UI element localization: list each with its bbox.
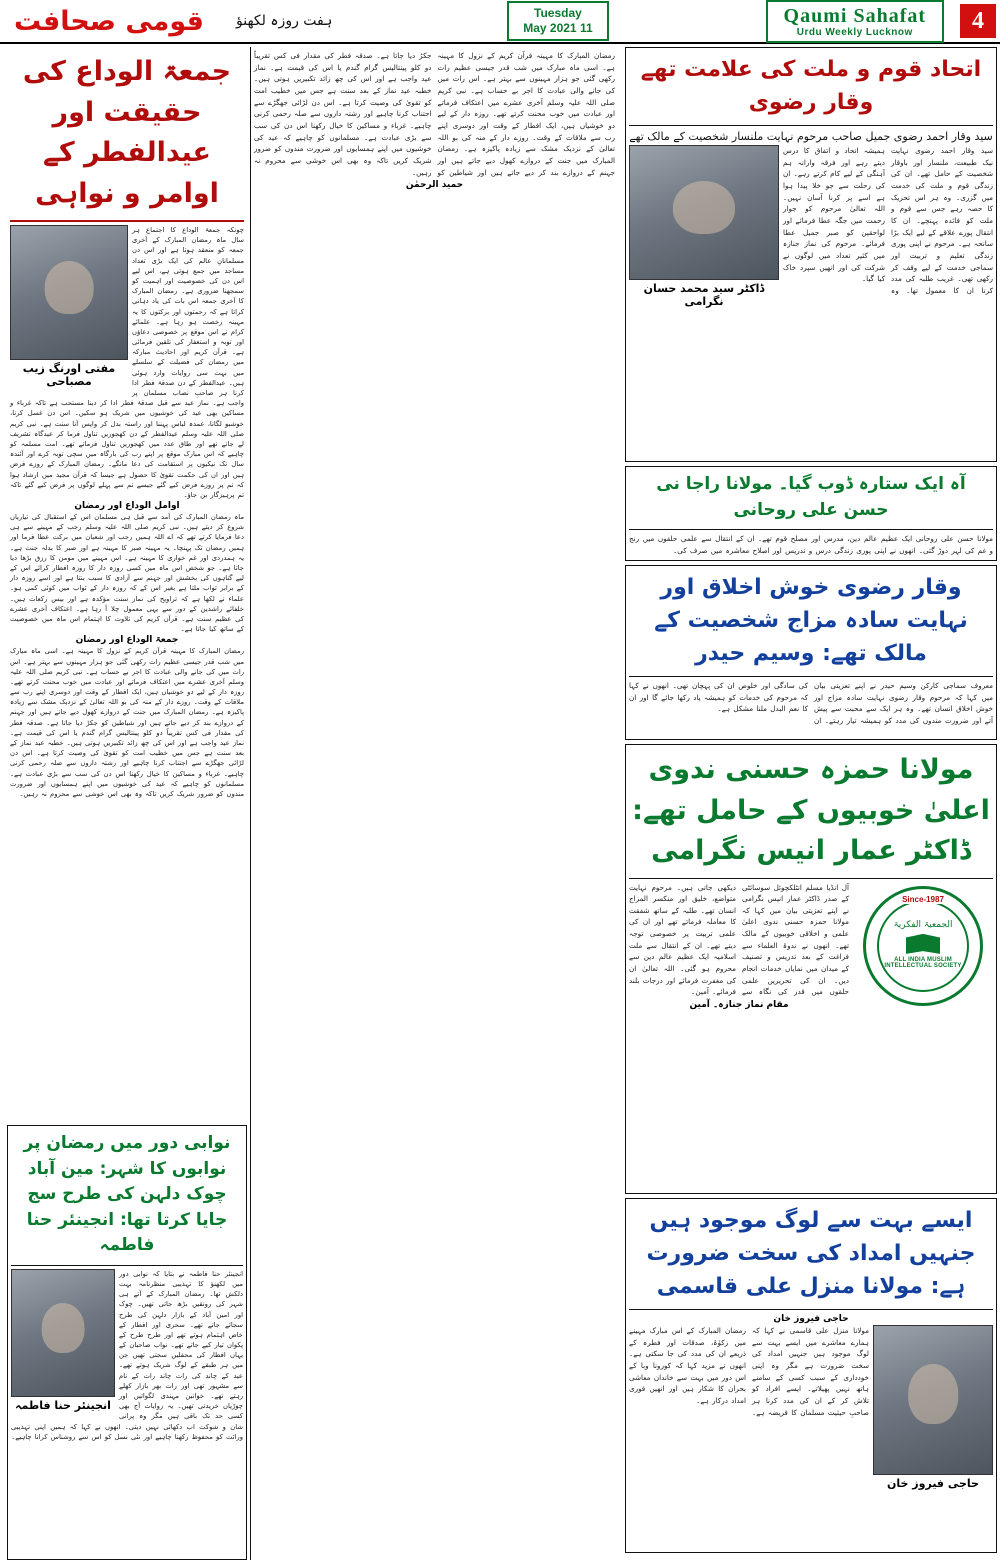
- article-manzil-ali-qasmi: [625, 1198, 997, 1553]
- photo-caption: حاجی فیروز خان: [887, 1477, 979, 1490]
- article-jumatul-wida: [7, 47, 247, 1121]
- masthead-date-full: 11 May 2021: [523, 21, 593, 35]
- masthead-title-urdu: قومی صحافت: [14, 5, 204, 37]
- masthead-date: [507, 1, 608, 41]
- article-body: آل انڈیا مسلم انٹلکچوئل سوسائٹی کے صدر ڈاکٹر عمار انیس نگرامی نے اپنے تعزیتی بیان میں کہا کہ مولانا حمزہ حسنی ندوی اعلیٰ علمی و اخلاقی خوبیوں کے مالک تھے۔ انھوں نے ندوۃ العلماء سے فراغت کے بعد تدریس و تصنیف کے میدان میں نمایاں خدمات انجام دیں۔ ان کی تحریریں علمی حلقوں میں قدر کی نگاہ سے دیکھی جاتی ہیں۔ مرحوم نہایت متواضع، خلیق اور منکسر المزاج انسان تھے۔ طلبہ کے ساتھ شفقت کا معاملہ فرماتے تھے اور ان کی علمی تربیت پر خصوصی توجہ دیتے تھے۔ ان کے انتقال سے ملت اسلامیہ ایک عظیم عالم دین سے محروم ہو گئی۔ اللہ تعالیٰ ان کی مغفرت فرمائے اور درجات بلند فرمائے۔ آمین۔: [629, 882, 849, 997]
- seal-org-name: ALL INDIA MUSLIM INTELLECTUAL SOCIETY: [884, 956, 962, 970]
- portrait-photo: [10, 225, 128, 360]
- lead-body-2: ماہ رمضان المبارک کی آمد سے قبل ہی مسلمان اس کے استقبال کی تیاریاں شروع کر دیتے ہیں۔ نبی کریم صلی اللہ علیہ وسلم رجب کے مہینے سے ہی دعا فرمایا کرتے تھے کہ اے اللہ ہمیں رجب اور شعبان میں برکت عطا فرما اور ہمیں رمضان تک پہنچا۔ یہ مہینہ صبر کا مہینہ ہے اور صبر کا بدلہ جنت ہے۔ یہ ہمدردی اور غم خواری کا مہینہ ہے۔ اس مہینے میں مومن کا رزق بڑھا دیا جاتا ہے۔ جو شخص اس ماہ میں کسی روزہ دار کا روزہ افطار کرائے اس کے لیے گناہوں کی بخشش اور جہنم سے آزادی کا سبب بنتا ہے اور اسے روزہ دار کے برابر ثواب ملتا ہے بغیر اس کے کہ روزہ دار کے ثواب میں کوئی کمی ہو۔ علماء نے لکھا ہے کہ تراویح کی نماز سنت مؤکدہ ہے اور بیس رکعات ہیں۔ خلفائے راشدین کے دور سے یہی معمول چلا آ رہا ہے۔ اعتکاف آخری عشرے کی عظیم سنت ہے۔ قرآن کریم کی تلاوت کا اہتمام اس ماہ میں خصوصیت کے ساتھ کیا جاتا ہے۔: [10, 513, 244, 634]
- article-body: معروف سماجی کارکن وسیم حیدر نے اپنے تعزیتی بیان میں کہا کہ مرحوم وقار رضوی نہایت سادہ مزاج اور خوش اخلاق انسان تھے۔ وہ ہر ایک سے محبت سے پیش آتے اور ضرورت مندوں کی مدد کو ہمیشہ تیار رہتے۔ ان کی سادگی اور خلوص ان کی پہچان تھی۔ انھوں نے کہا کہ مرحوم کی خدمات کو ہمیشہ یاد رکھا جائے گا اور ان کا نعم البدل ملنا مشکل ہے۔: [629, 681, 993, 725]
- lead-continuation-body: رمضان المبارک کا مہینہ قرآن کریم کے نزول کا مہینہ ہے۔ اسی ماہ مبارک میں شب قدر جیسی عظیم رات رکھی گئی جو ہزار مہینوں سے بہتر ہے۔ اس رات میں کی جانے والی عبادت کا اجر بے حساب ہے۔ نبی کریم صلی اللہ علیہ وسلم آخری عشرے میں اعتکاف فرماتے اور عبادت میں خوب محنت کرتے تھے۔ روزہ دار کے لیے دو خوشیاں ہیں، ایک افطار کے وقت اور دوسری اپنے رب سے ملاقات کے وقت۔ روزے دار کے منہ کی بو اللہ تعالیٰ کے نزدیک مشک سے زیادہ پاکیزہ ہے۔ رمضان المبارک میں جنت کے دروازے کھول دیے جاتے ہیں اور جہنم کے دروازے بند کر دیے جاتے ہیں اور شیاطین کو جکڑ دیا جاتا ہے۔ صدقہ فطر کی مقدار فی کس تقریباً دو کلو پینتالیس گرام گندم یا اس کی قیمت ہے۔ نماز عید واجب ہے اور اس کی چھ زائد تکبیریں ہوتی ہیں۔ خطبہ عید نماز کے بعد سنت ہے جس میں خطیب امت کو تقویٰ کی وصیت کرتا ہے۔ اس دن لڑائی جھگڑے سے اجتناب کرنا چاہیے اور رشتہ داروں سے صلہ رحمی کرنی چاہیے۔ غرباء و مساکین کا خیال رکھنا اس دن کی سب سے بڑی عبادت ہے۔ مسلمانوں کو چاہیے کہ عید کی خوشیوں میں اپنے ہمسایوں اور ضرورت مندوں کو ضرور شریک کریں تاکہ وہ بھی اس خوشی سے محروم نہ رہیں۔: [254, 51, 615, 177]
- lead-subhead-1: اوامل الوداع اور رمضان: [74, 501, 180, 512]
- article-waseem-haider: [625, 565, 997, 740]
- organization-seal-block: [853, 882, 993, 1010]
- lead-body-3: رمضان المبارک کا مہینہ قرآن کریم کے نزول کا مہینہ ہے۔ اسی ماہ مبارک میں شب قدر جیسی عظیم رات رکھی گئی جو ہزار مہینوں سے بہتر ہے۔ اس رات میں کی جانے والی عبادت کا اجر بے حساب ہے۔ نبی کریم صلی اللہ علیہ وسلم آخری عشرے میں اعتکاف فرماتے اور عبادت میں خوب محنت کرتے تھے۔ روزہ دار کے لیے دو خوشیاں ہیں، ایک افطار کے وقت اور دوسری اپنے رب سے ملاقات کے وقت۔ روزے دار کے منہ کی بو اللہ تعالیٰ کے نزدیک مشک سے زیادہ پاکیزہ ہے۔ رمضان المبارک میں جنت کے دروازے کھول دیے جاتے ہیں اور جہنم کے دروازے بند کر دیے جاتے ہیں اور شیاطین کو جکڑ دیا جاتا ہے۔ صدقہ فطر کی مقدار فی کس تقریباً دو کلو پینتالیس گرام گندم یا اس کی قیمت ہے۔ نماز عید واجب ہے اور اس کی چھ زائد تکبیریں ہوتی ہیں۔ خطبہ عید نماز کے بعد سنت ہے جس میں خطیب امت کو تقویٰ کی وصیت کرتا ہے۔ اس دن لڑائی جھگڑے سے اجتناب کرنا چاہیے اور رشتہ داروں سے صلہ رحمی کرنی چاہیے۔ غرباء و مساکین کا خیال رکھنا اس دن کی سب سے بڑی عبادت ہے۔ مسلمانوں کو چاہیے کہ عید کی خوشیوں میں اپنے ہمسایوں اور ضرورت مندوں کو ضرور شریک کریں تاکہ وہ بھی اس خوشی سے محروم نہ رہیں۔: [10, 647, 244, 798]
- page-body: [0, 44, 1000, 1563]
- portrait-photo: [629, 145, 779, 280]
- masthead-logo-sub: Urdu Weekly Lucknow: [796, 26, 913, 38]
- article-body: سید وقار احمد رضوی نہایت نیک طبیعت، ملنسار اور باوقار شخصیت کے حامل تھے۔ ان کی زندگی قوم و ملت کی خدمت میں گزری۔ وہ ہر اس تحریک کا حصہ رہے جس سے قوم و ملت کو فائدہ پہنچے۔ ان کا انتقال پورے علاقے کے لیے ایک بڑا سانحہ ہے۔ مرحوم نے اپنی پوری زندگی تعلیم و تربیت اور سماجی خدمت کے لیے وقف کر رکھی تھی۔ غریب طلبہ کی مدد کرنا ان کا معمول تھا۔ وہ ہمیشہ اتحاد و اتفاق کا درس دیتے رہے اور فرقہ وارانہ ہم آہنگی کے لیے کام کرتے رہے۔ ان کی رحلت سے جو خلا پیدا ہوا ہے اسے پر کرنا آسان نہیں۔ اللہ تعالیٰ مرحوم کو جوار رحمت میں جگہ عطا فرمائے اور لواحقین کو صبر جمیل عطا فرمائے۔ مرحوم کی نماز جنازہ میں کثیر تعداد میں لوگوں نے شرکت کی اور انھیں سپرد خاک کیا گیا۔: [783, 146, 993, 295]
- article-photo-block: [11, 1269, 115, 1412]
- article-hasan-ali-rohani: [625, 466, 997, 561]
- masthead-date-day: Tuesday: [534, 6, 582, 20]
- page-number: 4: [960, 4, 996, 38]
- article-headline: وقار رضوی خوش اخلاق اور نہایت سادہ مزاج شخصیت کے مالک تھے: وسیم حیدر: [654, 575, 968, 666]
- portrait-photo: [873, 1325, 993, 1475]
- article-body: انجینئر حنا فاطمہ نے بتایا کہ نوابی دور میں لکھنؤ کا تہذیبی منظرنامہ بہت دلکش تھا۔ رمضان المبارک کے آتے ہی شہر کی رونقیں بڑھ جاتی تھیں۔ چوک اور امین آباد کے بازار دلہن کی طرح سجائے جاتے تھے۔ سحری اور افطار کے خاص اہتمام ہوتے تھے اور طرح طرح کے پکوان تیار کیے جاتے تھے۔ نواب صاحبان کے یہاں افطار کی محفلیں سجتی تھیں جن میں ہر طبقے کے لوگ شریک ہوتے تھے۔ عید کے چاند کی رات چاند رات کے نام سے مشہور تھی اور رات بھر بازار کھلے رہتے تھے۔ خواتین مہندی لگواتیں اور چوڑیاں خریدتی تھیں۔ یہ روایات آج بھی کسی حد تک باقی ہیں مگر وہ پرانی شان و شوکت اب دکھائی نہیں دیتی۔ انھوں نے کہا کہ ہمیں اپنی تہذیبی وراثت کو محفوظ رکھنا چاہیے اور نئی نسل کو اس سے روشناس کرانا چاہیے۔: [11, 1269, 243, 1441]
- lead-body: چونکہ جمعۃ الوداع کا اجتماع ہر سال ماہ رمضان المبارک کے آخری جمعہ کو منعقد ہوتا ہے اور اس دن مسلمانانِ عالم کی ایک بڑی تعداد مساجد میں جمع ہوتی ہے، اس لیے اس دن کی خصوصیت اور اہمیت کو سمجھنا ضروری ہے۔ رمضان المبارک کا آخری جمعہ اس بات کی یاد دہانی کراتا ہے کہ رحمتوں اور برکتوں کا یہ مہینہ رخصت ہو رہا ہے۔ علمائے کرام نے اس موقع پر خصوصی دعاؤں اور توبہ و استغفار کی تلقین فرمائی ہے۔ قرآن کریم اور احادیث مبارکہ میں رمضان کی فضیلت کے سلسلے میں بہت سی روایات وارد ہوئی ہیں۔ عیدالفطر کے دن صدقۂ فطر ادا کرنا ہر صاحبِ نصاب مسلمان پر واجب ہے۔ نماز عید سے قبل صدقۂ فطر ادا کر دینا مستحب ہے تاکہ غرباء و مساکین بھی عید کی خوشیوں میں شریک ہو سکیں۔ اس دن غسل کرنا، خوشبو لگانا، عمدہ لباس پہننا اور راستہ بدل کر واپس آنا سنت ہے۔ نبی کریم صلی اللہ علیہ وسلم عیدالفطر کے دن کھجوریں تناول فرما کر عیدگاہ تشریف لے جاتے تھے اور طاق عدد میں کھجوریں تناول فرماتے تھے۔ امت مسلمہ کو چاہیے کہ اس مبارک موقع پر اپنے رب کی بارگاہ میں سچی توبہ کرے اور آئندہ سال تک نیکیوں پر استقامت کی دعا مانگے۔ رمضان المبارک کے روزے فرض ہیں اور ان کی حکمت تقویٰ کا حصول ہے جیسا کہ قرآن مجید میں ارشاد ہوا کہ تم پر روزے فرض کیے گئے جیسے تم سے پہلے لوگوں پر فرض کیے گئے تاکہ تم پرہیزگار بن جاؤ۔: [10, 226, 244, 499]
- article-signature: مقام نماز جنازہ۔ آمین: [689, 1000, 789, 1011]
- column-left: [7, 47, 247, 1560]
- photo-caption: ڈاکٹر سید محمد حسان نگرامی: [643, 282, 765, 308]
- seal-inner: [877, 900, 969, 992]
- article-headline: مولانا حمزہ حسنی ندوی اعلیٰ خوبیوں کے حامل تھے: ڈاکٹر عمار انیس نگرامی: [632, 754, 990, 866]
- article-headline: اتحاد قوم و ملت کی علامت تھے وقار رضوی: [640, 57, 982, 115]
- masthead-logo: [766, 0, 944, 43]
- masthead-subtitle-urdu: ہفت روزہ لکھنؤ: [236, 13, 333, 29]
- article-lead-continuation: [251, 47, 618, 1559]
- article-byline: سید وقار احمد رضوی جمیل صاحب مرحوم نہایت ملنسار شخصیت کے مالک تھے: [629, 130, 993, 143]
- author-name: مفتی اورنگ زیب مصباحی: [22, 362, 116, 388]
- article-nawabi-ramzan: [7, 1125, 247, 1560]
- article-signature: حمید الرحمٰن: [405, 180, 464, 191]
- article-body: مولانا منزل علی قاسمی نے کہا کہ ہمارے معاشرے میں ایسے بہت سے لوگ موجود ہیں جنہیں امداد کی سخت ضرورت ہے مگر وہ اپنی خودداری کے سبب کسی کے سامنے ہاتھ نہیں پھیلاتے۔ ایسے افراد کو تلاش کر کے ان کی مدد کرنا ہر صاحبِ حیثیت مسلمان کا فریضہ ہے۔ رمضان المبارک کے اس مبارک مہینے میں زکوٰۃ، صدقات اور فطرہ کے ذریعے ان کی مدد کی جا سکتی ہے۔ انھوں نے مزید کہا کہ کورونا وبا کے اس دور میں بہت سے خاندان معاشی بحران کا شکار ہیں اور انھیں فوری امداد درکار ہے۔: [629, 1326, 869, 1417]
- column-right: [625, 47, 997, 1560]
- lead-subhead-2: جمعۃ الوداع اور رمضان: [75, 635, 179, 646]
- article-headline: آہ ایک ستارہ ڈوب گیا۔ مولانا راجا نی حسن علی روحانی: [656, 474, 966, 520]
- photo-caption: انجینئر حنا فاطمہ: [15, 1398, 111, 1412]
- open-book-icon: [906, 934, 940, 954]
- article-headline: ایسے بہت سے لوگ موجود ہیں جنہیں امداد کی سخت ضرورت ہے: مولانا منزل علی قاسمی: [646, 1208, 976, 1299]
- article-body: مولانا حسن علی روحانی ایک عظیم عالم دین، مدرس اور مصلح قوم تھے۔ ان کے انتقال سے علمی حلقوں میں رنج و غم کی لہر دوڑ گئی۔ انھوں نے اپنی پوری زندگی درس و تدریس اور اصلاح معاشرہ میں صرف کی۔: [629, 534, 993, 555]
- column-middle: [250, 47, 622, 1560]
- seal-since-label: Since-1987: [899, 895, 947, 904]
- article-photo-block: [873, 1325, 993, 1490]
- article-hamza-hasani-nadvi: [625, 744, 997, 1194]
- article-headline: نوابی دور میں رمضان پر نوابوں کا شہر: مین آباد چوک دلہن کی طرح سج جایا کرتا تھا: انجینئر حنا فاطمہ: [23, 1133, 231, 1256]
- aimis-seal-icon: [863, 886, 983, 1006]
- article-wiqar-rizvi: [625, 47, 997, 462]
- masthead: [0, 0, 1000, 44]
- article-sub-byline: حاجی فیروز خان: [773, 1314, 849, 1324]
- lead-headline: جمعۃ الوداع کی حقیقت اور عیدالفطر کے اوامر و نواہی: [22, 56, 232, 209]
- article-photo-block: [629, 145, 779, 308]
- masthead-logo-main: Qaumi Sahafat: [783, 4, 927, 27]
- seal-arabic-text: الجمعیۃ الفکریۃ: [893, 920, 953, 931]
- author-photo-block: [10, 225, 128, 388]
- portrait-photo: [11, 1269, 115, 1397]
